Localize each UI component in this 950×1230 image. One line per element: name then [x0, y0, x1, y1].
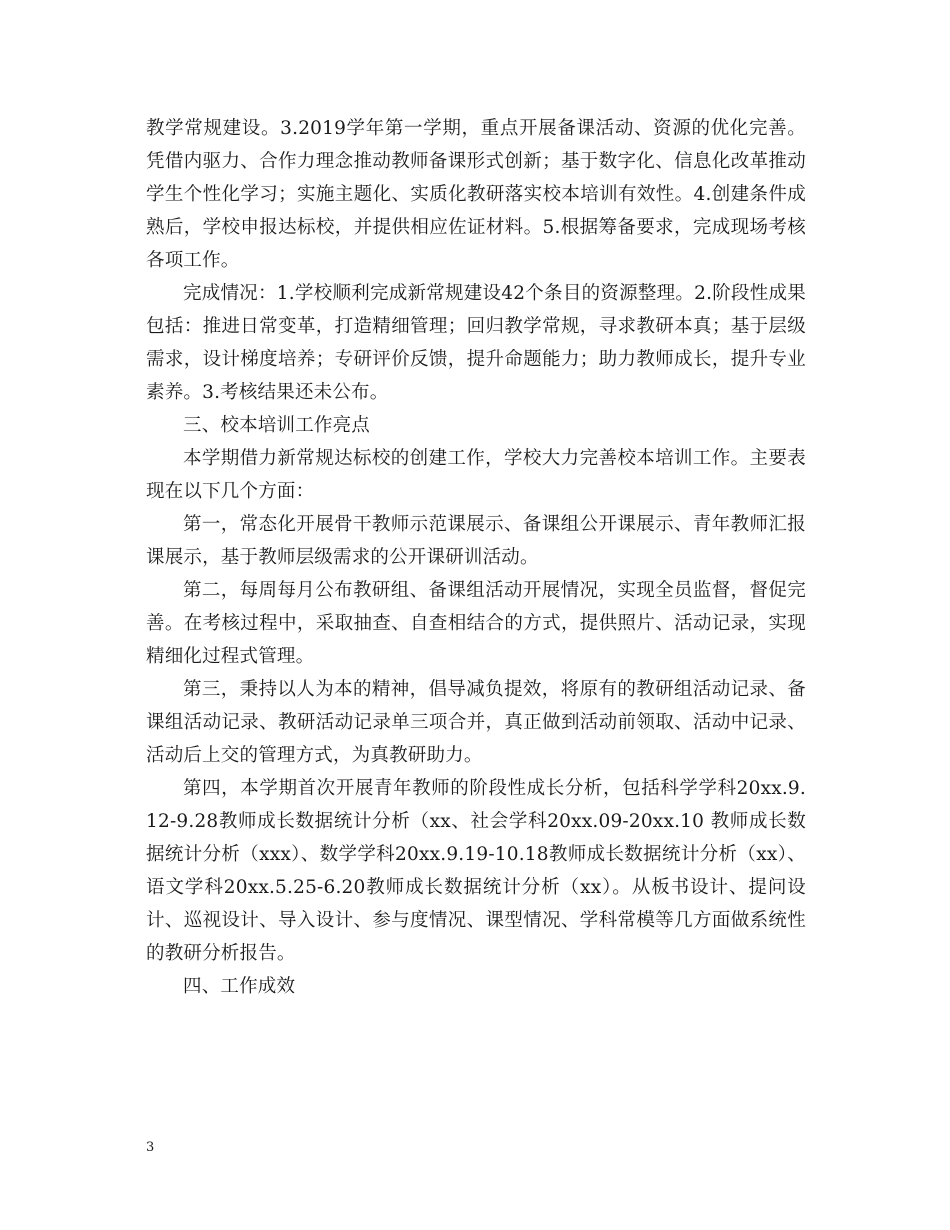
paragraph-completion-status: 完成情况：1.学校顺利完成新常规建设42个条目的资源整理。2.阶段性成果包括：推进日常变革，打造精细管理；回归教学常规，寻求教研本真；基于层级需求，设计梯度培养；专研评价反馈，提升命题能力；助力教师成长，提升专业素养。3.考核结果还未公布。 [146, 283, 806, 403]
paragraph-point-three: 第三，秉持以人为本的精神，倡导减负提效，将原有的教研组活动记录、备课组活动记录、教研活动记录单三项合并，真正做到活动前领取、活动中记录、活动后上交的管理方式，为真教研助力。 [146, 679, 806, 766]
paragraph-point-two: 第二，每周每月公布教研组、备课组活动开展情况，实现全员监督，督促完善。在考核过程中，采取抽查、自查相结合的方式，提供照片、活动记录，实现精细化过程式管理。 [146, 580, 806, 667]
page-number: 3 [146, 1140, 155, 1155]
paragraph-point-one: 第一，常态化开展骨干教师示范课展示、备课组公开课展示、青年教师汇报课展示，基于教师层级需求的公开课研训活动。 [146, 514, 806, 568]
section-heading-work-results: 四、工作成效 [183, 976, 296, 997]
paragraph-continuation: 教学常规建设。3.2019学年第一学期，重点开展备课活动、资源的优化完善。凭借内驱力、合作力理念推动教师备课形式创新；基于数字化、信息化改革推动学生个性化学习；实施主题化、实质化教研落实校本培训有效性。4.创建条件成熟后，学校申报达标校，并提供相应佐证材料。5.根据筹备要求，完成现场考核各项工作。 [146, 118, 806, 271]
paragraph-training-intro: 本学期借力新常规达标校的创建工作，学校大力完善校本培训工作。主要表现在以下几个方面： [146, 448, 806, 502]
paragraph-point-four: 第四，本学期首次开展青年教师的阶段性成长分析，包括科学学科20xx.9.12-9.28教师成长数据统计分析（xx、社会学科20xx.09-20xx.10 教师成长数据统计分析（xxx）、数学学科20xx.9.19-10.18教师成长数据统计分析（xx）、语文学科20xx.5.25-6.20教师成长数据统计分析（xx）。从板书设计、提问设计、巡视设计、导入设计、参与度情况、课型情况、学科常模等几方面做系统性的教研分析报告。 [146, 778, 806, 964]
section-heading-training-highlights: 三、校本培训工作亮点 [183, 415, 371, 436]
document-body [146, 112, 806, 1003]
